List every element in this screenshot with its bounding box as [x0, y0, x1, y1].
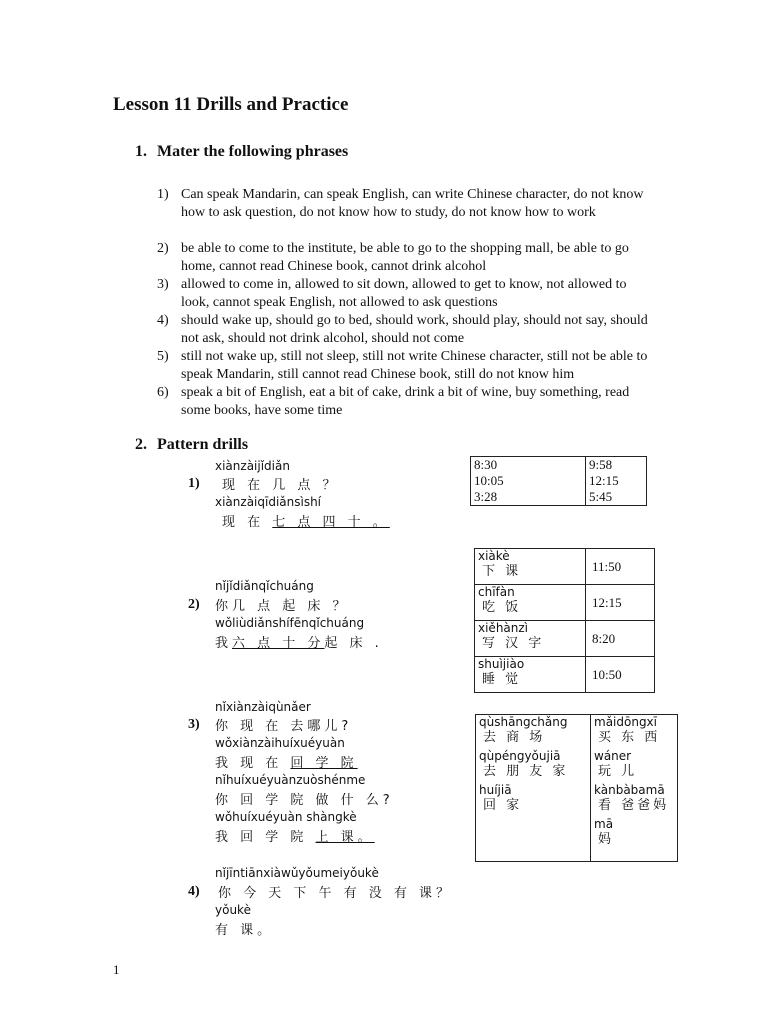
activity-pinyin: xiěhànzì — [478, 621, 529, 635]
activity-chinese: 看 爸爸妈 — [598, 798, 670, 813]
phrase-number: 2) — [157, 241, 169, 256]
activity-pinyin: shuìjiào — [478, 657, 525, 671]
activity-pinyin: mǎidōngxī — [594, 715, 657, 729]
drill-2-answer-pinyin: wǒliùdiǎnshífēnqǐchuáng — [215, 616, 365, 630]
time-value: 12:15 — [589, 473, 619, 488]
drill-2-question-pinyin: nǐjǐdiǎnqǐchuáng — [215, 579, 314, 593]
activity-cell — [591, 715, 678, 862]
drill-3-line-2-pinyin: wǒxiànzàihuíxuéyuàn — [215, 736, 345, 750]
time-cell — [471, 457, 586, 506]
activity-cell — [475, 621, 586, 657]
phrase-item-2 — [157, 240, 657, 276]
place-pinyin: qùshāngchǎng — [479, 715, 568, 729]
drill-1-time-table — [470, 456, 647, 506]
activity-chinese: 吃 饭 — [482, 600, 522, 615]
section-2-heading — [135, 436, 248, 454]
page-number: 1 — [113, 962, 120, 977]
phrase-number: 6) — [157, 385, 169, 400]
phrase-text: allowed to come in, allowed to sit down, allowed to get to know, not allowed to look, cannot speak English, not allowed to ask questions — [181, 277, 627, 310]
phrase-item-6 — [157, 384, 657, 420]
activity-chinese: 妈 — [598, 832, 615, 847]
activity-pinyin: wáner — [594, 749, 632, 763]
activity-cell — [475, 657, 586, 693]
drill-3-number: 3) — [188, 717, 200, 732]
section-2-title: Pattern drills — [157, 436, 249, 453]
drill-3-place-table — [475, 714, 678, 862]
activity-pinyin: chīfàn — [478, 585, 515, 599]
phrase-number: 3) — [157, 277, 169, 292]
section-1-heading — [135, 143, 348, 161]
activity-pinyin: mā — [594, 817, 614, 831]
drill-2-activity-table — [474, 548, 655, 693]
place-chinese: 回 家 — [483, 798, 523, 813]
phrase-number: 1) — [157, 187, 169, 202]
place-pinyin: huíjiā — [479, 783, 512, 797]
phrase-text: speak a bit of English, eat a bit of cake, drink a bit of wine, buy something, read some books, have some time — [181, 385, 630, 418]
activity-time: 10:50 — [586, 657, 655, 693]
activity-pinyin: kànbàbamā — [594, 783, 665, 797]
answer-prefix: 我 — [215, 636, 233, 651]
section-1-title: Mater the following phrases — [157, 143, 349, 160]
section-1-number: 1. — [135, 143, 147, 160]
drill-1-question-chinese: 现 在 几 点 ？ — [222, 478, 340, 493]
activity-chinese: 睡 觉 — [482, 672, 522, 687]
place-chinese: 去 朋 友 家 — [483, 764, 569, 779]
drill-1-number: 1) — [188, 476, 200, 491]
activity-pinyin: xiàkè — [478, 549, 510, 563]
phrase-item-5 — [157, 348, 657, 384]
drill-2-answer-chinese — [215, 632, 383, 651]
drill-3-line-1-chinese: 你 现 在 去哪儿? — [215, 719, 353, 734]
activity-chinese: 玩 儿 — [598, 764, 638, 779]
activity-cell — [475, 549, 586, 585]
phrase-text: be able to come to the institute, be able to go to the shopping mall, be able to go home, cannot read Chinese book, cannot drink alcohol — [181, 241, 629, 274]
activity-time: 12:15 — [586, 585, 655, 621]
phrase-number: 4) — [157, 313, 169, 328]
activity-chinese: 买 东 西 — [598, 730, 661, 745]
answer-prefix: 现 在 — [222, 515, 265, 530]
time-cell — [586, 457, 647, 506]
answer-prefix: 我 回 学 院 — [215, 830, 308, 845]
place-pinyin: qùpéngyǒujiā — [479, 749, 561, 763]
answer-fill: 回 学 院 — [290, 756, 358, 771]
place-cell — [476, 715, 591, 862]
time-value: 5:45 — [589, 489, 613, 504]
phrase-item-3 — [157, 276, 657, 312]
phrase-text: Can speak Mandarin, can speak English, can write Chinese character, do not know how to ask question, do not know how to study, do not know how to work — [181, 187, 644, 220]
activity-time: 11:50 — [586, 549, 655, 585]
time-value: 10:05 — [474, 473, 504, 488]
time-value: 9:58 — [589, 457, 613, 472]
phrase-item-1 — [157, 186, 657, 222]
section-2-number: 2. — [135, 436, 147, 453]
phrase-number: 5) — [157, 349, 169, 364]
drill-3-line-3-pinyin: nǐhuíxuéyuànzuòshénme — [215, 773, 366, 787]
phrase-item-4 — [157, 312, 657, 348]
drill-2-number: 2) — [188, 597, 200, 612]
drill-2-question-chinese: 你几 点 起 床 ？ — [215, 599, 350, 614]
answer-fill: 七 点 四 十 。 — [272, 515, 390, 530]
activity-chinese: 写 汉 字 — [482, 636, 545, 651]
drill-3-line-4-chinese — [215, 826, 375, 845]
page-title: Lesson 11 Drills and Practice — [113, 94, 349, 115]
answer-suffix: 起 床 . — [324, 636, 383, 651]
drill-3-line-1-pinyin: nǐxiànzàiqùnǎer — [215, 700, 311, 714]
place-chinese: 去 商 场 — [483, 730, 546, 745]
drill-4-answer-chinese: 有 课。 — [215, 923, 275, 938]
time-value: 3:28 — [474, 489, 498, 504]
answer-fill: 上 课。 — [315, 830, 375, 845]
drill-4-question-chinese: 你 今 天 下 午 有 没 有 课？ — [218, 886, 454, 901]
drill-3-line-3-chinese: 你 回 学 院 做 什 么? — [215, 793, 394, 808]
answer-prefix: 我 现 在 — [215, 756, 283, 771]
phrase-text: still not wake up, still not sleep, still not write Chinese character, still not be able to speak Mandarin, still cannot read Chinese book, still do not know him — [181, 349, 648, 382]
phrase-text: should wake up, should go to bed, should work, should play, should not say, should not ask, should not drink alcohol, should not come — [181, 313, 648, 346]
drill-1-answer-chinese — [222, 511, 390, 530]
drill-3-line-2-chinese — [215, 752, 358, 771]
drill-1-answer-pinyin: xiànzàiqīdiǎnsìshí — [215, 495, 322, 509]
activity-chinese: 下 课 — [482, 564, 522, 579]
time-value: 8:30 — [474, 457, 498, 472]
activity-cell — [475, 585, 586, 621]
drill-4-question-pinyin: nǐjīntiānxiàwǔyǒumeiyǒukè — [215, 866, 379, 880]
answer-fill: 六 点 十 分 — [232, 636, 325, 651]
activity-time: 8:20 — [586, 621, 655, 657]
drill-4-answer-pinyin: yǒukè — [215, 903, 251, 917]
drill-1-question-pinyin: xiànzàijǐdiǎn — [215, 459, 290, 473]
drill-3-line-4-pinyin: wǒhuíxuéyuàn shàngkè — [215, 810, 357, 824]
drill-4-number: 4) — [188, 884, 200, 899]
